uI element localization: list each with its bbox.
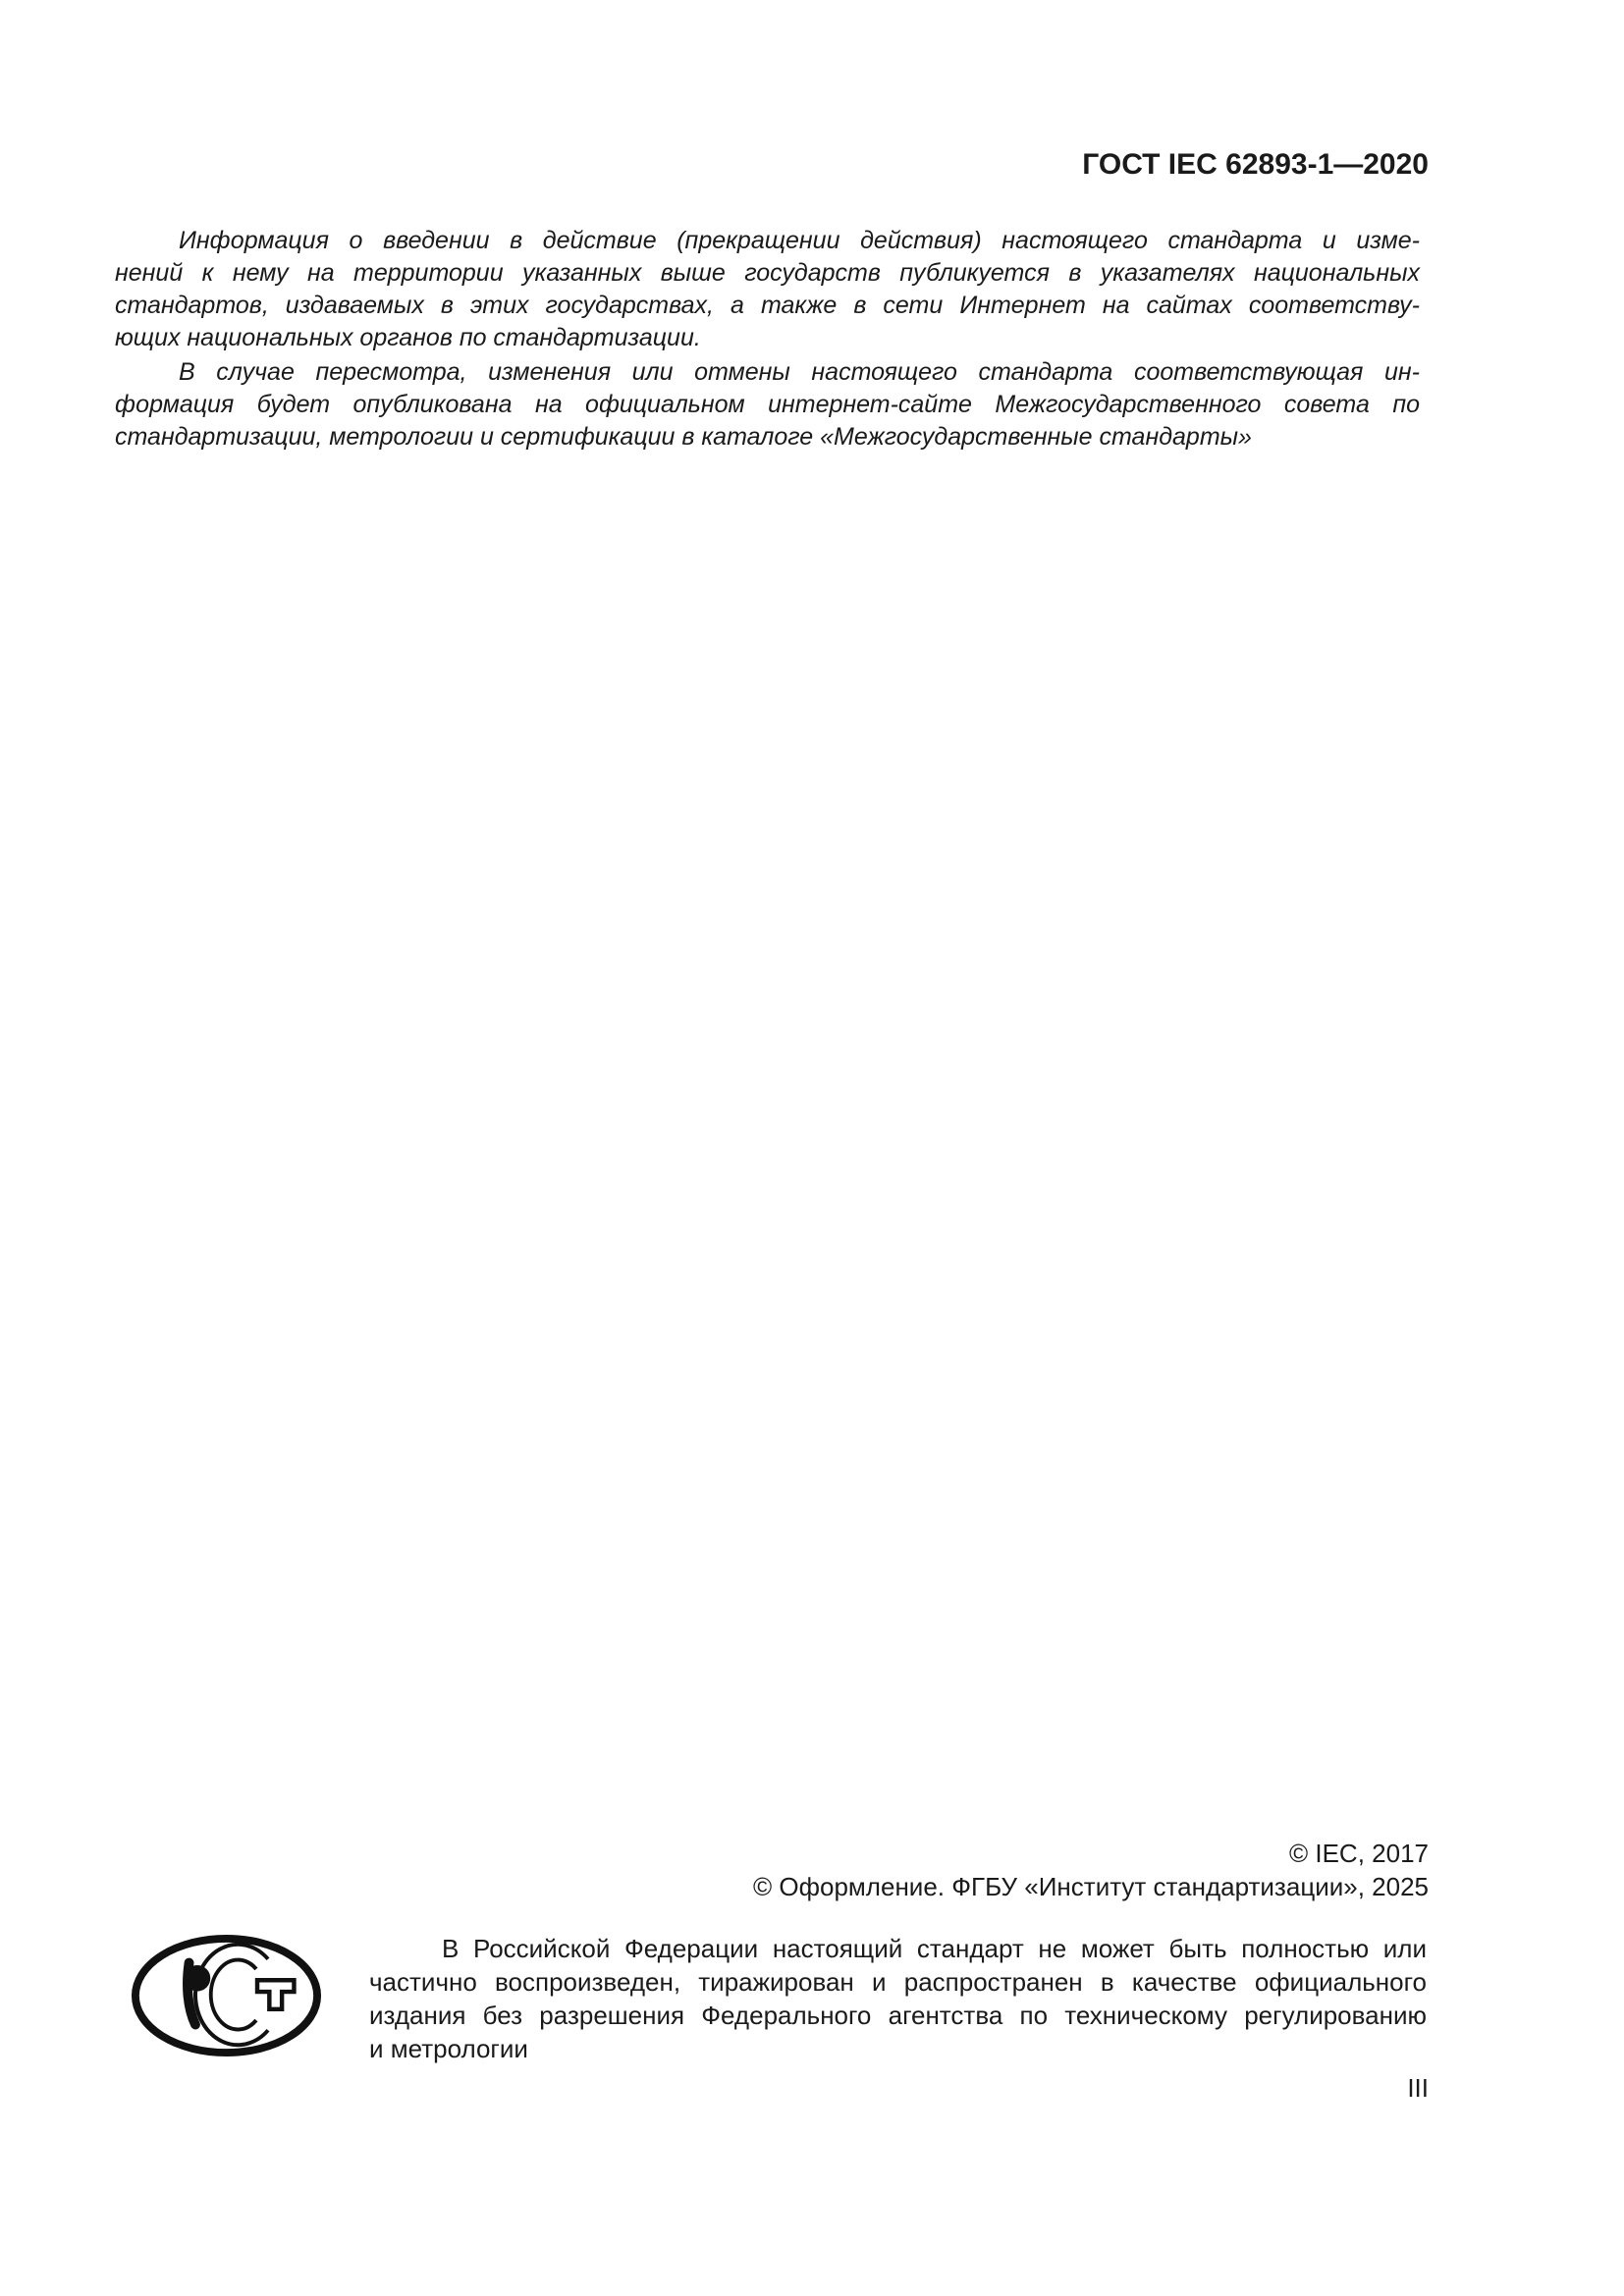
restriction-line: частично воспроизведен, тиражирован и распространен в качестве официального [369, 1967, 1427, 1997]
standard-designation-header: ГОСТ IEC 62893-1—2020 [1082, 148, 1429, 181]
preamble-paragraph-1 [115, 225, 1420, 354]
restriction-line: В Российской Федерации настоящий стандарт не может быть полностью или [442, 1934, 1427, 1963]
page-number: III [1407, 2073, 1429, 2103]
reproduction-restriction-paragraph [369, 1932, 1427, 2065]
preamble-line: В случае пересмотра, изменения или отмены настоящего стандарта соответствующая ин- [179, 358, 1420, 386]
preamble-line: ющих национальных органов по стандартизации. [115, 324, 701, 351]
rst-certification-icon [130, 1932, 323, 2059]
preamble-line: стандартизации, метрологии и сертификации в каталоге «Межгосударственные стандарты» [115, 423, 1252, 451]
restriction-line: издания без разрешения Федерального агентства по техническому регулированию [369, 2001, 1427, 2030]
preamble-paragraph-2 [115, 356, 1420, 454]
preamble-line: Информация о введении в действие (прекращении действия) настоящего стандарта и изме- [179, 227, 1420, 254]
preamble-line: нений к нему на территории указанных выше государств публикуется в указателях национальных [115, 259, 1420, 287]
copyright-iec: © IEC, 2017 [1288, 1839, 1429, 1868]
preamble-line: формация будет опубликована на официальном интернет-сайте Межгосударственного совета по [115, 391, 1420, 418]
preamble-line: стандартов, издаваемых в этих государствах, а также в сети Интернет на сайтах соответству- [115, 292, 1420, 319]
restriction-line: и метрологии [369, 2034, 528, 2063]
copyright-publisher: © Оформление. ФГБУ «Институт стандартизации», 2025 [753, 1872, 1429, 1901]
copyright-block [753, 1837, 1429, 1903]
preamble-section [115, 225, 1420, 454]
